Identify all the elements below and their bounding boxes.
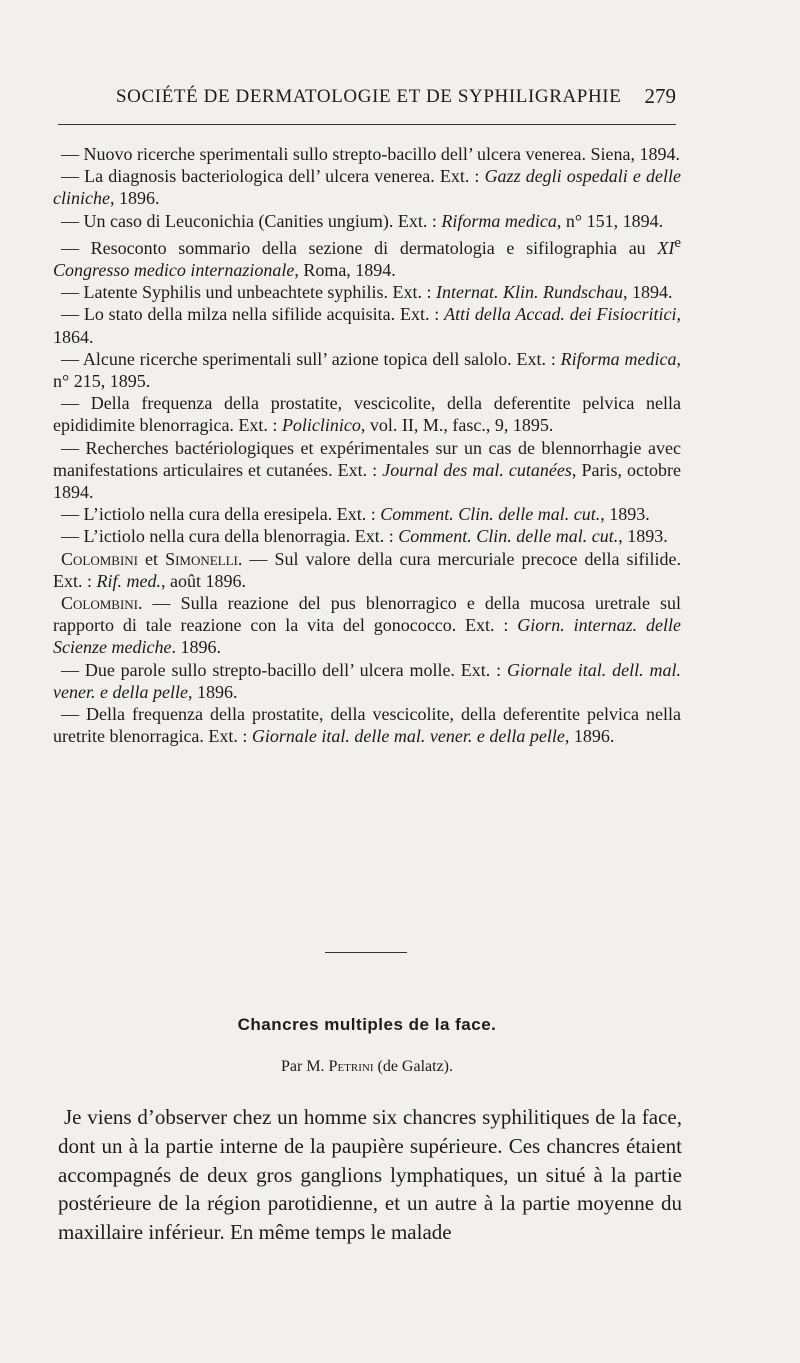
reference-entry	[53, 548, 681, 592]
reference-text: Colombini	[61, 548, 138, 569]
reference-text: — La diagnosis bacteriologica dell’ ulcera venerea. Ext. :	[61, 166, 485, 187]
reference-text: — Recherches bactériologiques et expérimentales sur un cas de blennorrhagie avec manifestations articulaires et cutanées. Ext. :	[53, 437, 681, 480]
reference-text: , 1896.	[187, 681, 238, 702]
reference-text: — Della frequenza della prostatite, vescicolite, della deferentite pelvica nella epididimite blenorragica. Ext. :	[53, 393, 681, 436]
reference-source: Riforma medica	[560, 348, 677, 369]
header-rule	[58, 124, 676, 125]
reference-source: Congresso medico internazionale	[53, 260, 295, 281]
reference-source: Rif. med.	[96, 570, 161, 591]
section-title: Chancres multiples de la face.	[237, 1015, 497, 1034]
reference-text: Simonelli	[165, 548, 238, 569]
reference-text: , 1894.	[622, 282, 673, 303]
reference-text: , 1896.	[564, 726, 615, 747]
reference-source: Internat. Klin. Rundschau	[435, 282, 623, 303]
reference-text: . — Sulla reazione del pus blenorragico e della mucosa uretrale sul rapporto di tale reazione con la vita del gonococco. Ext. :	[53, 593, 681, 636]
reference-text: — Nuovo ricerche sperimentali sullo strepto-bacillo dell’ ulcera venerea. Siena, 1894.	[61, 144, 680, 164]
reference-text: — Lo stato della milza nella sifilide acquisita. Ext. :	[61, 304, 445, 325]
reference-text: e	[674, 234, 681, 251]
reference-text: , 1896.	[109, 188, 160, 209]
reference-entry	[53, 703, 681, 747]
running-title: SOCIÉTÉ DE DERMATOLOGIE ET DE SYPHILIGRAPHIE	[116, 86, 622, 107]
reference-text: — Resoconto sommario della sezione di dermatologia e sifilographia au	[61, 237, 658, 258]
reference-source: XI	[657, 237, 675, 258]
reference-text: , Roma, 1894.	[294, 260, 396, 281]
reference-entry	[53, 210, 681, 232]
reference-source: Giorn. internaz. delle Scienze mediche	[53, 615, 681, 658]
reference-text: — Della frequenza della prostatite, della vescicolite, della deferentite pelvica nella uretrite blenorragica. Ext. :	[53, 704, 681, 747]
reference-entry	[53, 437, 681, 504]
reference-text: — L’ictiolo nella cura della eresipela. Ext. :	[61, 504, 381, 525]
reference-entry	[53, 592, 681, 659]
reference-text: , 1864.	[53, 304, 681, 347]
reference-text: — Un caso di Leuconichia (Canities ungium). Ext. :	[61, 210, 442, 231]
reference-text: — Due parole sullo strepto-bacillo dell’ ulcera molle. Ext. :	[61, 659, 507, 680]
reference-text: , août 1896.	[161, 570, 246, 591]
reference-text: Colombini	[61, 593, 138, 614]
reference-entry	[53, 348, 681, 392]
reference-text: et	[138, 548, 166, 569]
reference-text: , Paris, octobre 1894.	[53, 459, 681, 503]
reference-entry	[53, 303, 681, 347]
reference-source: Riforma medica	[441, 210, 557, 231]
reference-source: Giornale ital. delle mal. vener. e della pelle	[251, 726, 565, 747]
reference-text: . — Sul valore della cura mercuriale precoce della sifilide. Ext. :	[53, 548, 681, 591]
reference-source: Comment. Clin. delle mal. cut.	[398, 526, 619, 547]
reference-source: Comment. Clin. delle mal. cut.	[380, 504, 601, 525]
reference-source: Giornale ital. dell. mal. vener. e della pelle	[53, 659, 681, 702]
reference-list	[53, 143, 681, 747]
reference-entry	[53, 232, 681, 281]
reference-entry	[53, 392, 681, 436]
byline-prefix: Par M.	[280, 1058, 329, 1075]
reference-source: Atti della Accad. dei Fisiocritici	[444, 304, 677, 325]
reference-entry	[53, 165, 681, 209]
reference-entry	[53, 281, 681, 303]
body-paragraph: Je viens d’observer chez un homme six chancres syphilitiques de la face, dont un à la partie interne de la paupière supérieure. Ces chancres étaient accompagnés de deux gros ganglions lymphatiques, un situé à la partie postérieure de la région parotidienne, et un autre à la partie moyenne du maxillaire inférieur. En même temps le malade	[58, 1105, 682, 1245]
reference-source: Gazz degli ospedali e delle cliniche	[53, 166, 681, 209]
reference-entry	[53, 659, 681, 703]
byline	[0, 1058, 734, 1076]
reference-text: , vol. II, M., fasc., 9, 1895.	[360, 415, 554, 436]
reference-entry	[53, 525, 681, 547]
reference-text: , n° 151, 1894.	[556, 210, 664, 231]
page-number: 279	[644, 84, 676, 108]
reference-entry	[53, 143, 681, 165]
reference-text: — L’ictiolo nella cura della blenorragia. Ext. :	[61, 526, 399, 547]
reference-text: , 1893.	[618, 526, 668, 547]
reference-source: Policlinico	[281, 415, 361, 436]
byline-author: Petrini	[328, 1058, 374, 1075]
section-divider	[325, 952, 407, 953]
reference-text: , n° 215, 1895.	[53, 348, 681, 392]
reference-entry	[53, 503, 681, 525]
reference-source: Journal des mal. cutanées	[382, 459, 572, 480]
byline-suffix: (de Galatz).	[373, 1058, 454, 1075]
reference-text: , 1893.	[600, 504, 650, 525]
reference-text: — Alcune ricerche sperimentali sull’ azione topica dell salolo. Ext. :	[61, 348, 561, 369]
reference-text: . 1896.	[171, 637, 221, 658]
reference-text: — Latente Syphilis und unbeachtete syphilis. Ext. :	[61, 282, 436, 303]
